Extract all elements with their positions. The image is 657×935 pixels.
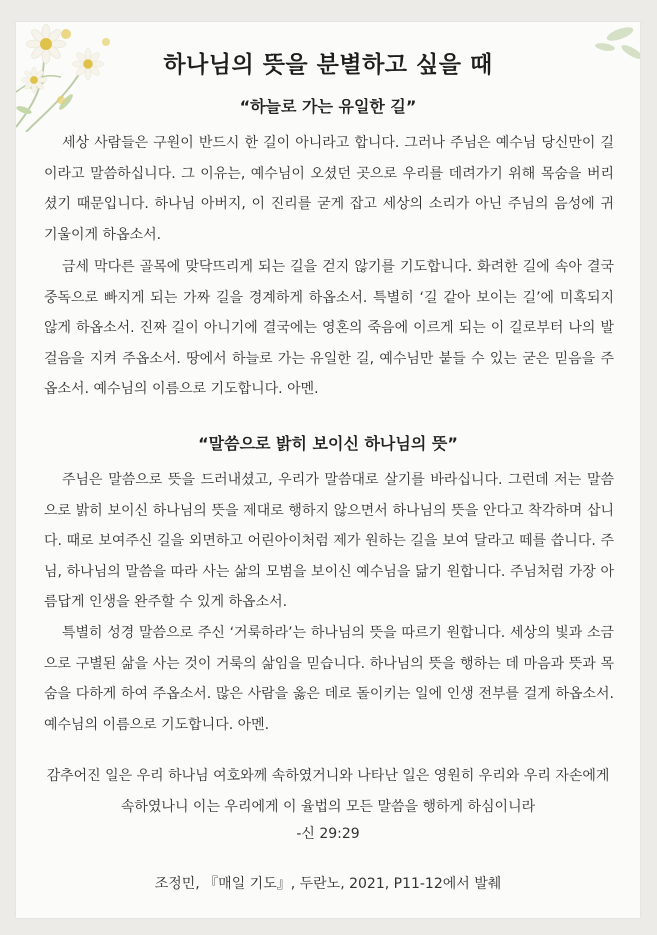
- bible-verse-line-1: 감추어진 일은 우리 하나님 여호와께 속하였거니와 나타난 일은 영원히 우리와 우리 자손에게: [46, 768, 610, 784]
- section-heading-only-way: “하늘로 가는 유일한 길”: [239, 97, 417, 116]
- section-heading-gods-will: “말씀으로 밝히 보이신 하나님의 뜻”: [198, 434, 458, 453]
- bible-verse-line-2: 속하였나니 이는 우리에게 이 율법의 모든 말씀을 행하게 하심이니라: [120, 798, 536, 815]
- page-title: 하나님의 뜻을 분별하고 싶을 때: [163, 52, 493, 78]
- document-page: [16, 22, 640, 918]
- paragraph-gods-will-2: 특별히 성경 말씀으로 주신 ‘거룩하라’는 하나님의 뜻을 따르기 원합니다. 세상의 빛과 소금으로 구별된 삶을 사는 것이 거룩의 삶임을 믿습니다. 하나님의 뜻을 행하는 데 마음과 뜻과 목숨을 다하게 하여 주옵소서. 많은 사람을 옳은 데로 돌이키는 일에 인생 전부를 걸게 하옵소서. 예수님의 이름으로 기도합니다. 아멘.: [44, 625, 614, 733]
- paragraph-gods-will-1: 주님은 말씀으로 뜻을 드러내셨고, 우리가 말씀대로 살기를 바라십니다. 그런데 저는 말씀으로 밝히 보이신 하나님의 뜻을 제대로 행하지 않으면서 하나님의 뜻을 안다고 착각하며 삽니다. 때로 보여주신 길을 외면하고 어린아이처럼 제가 원하는 길을 보여 달라고 떼를 씁니다. 주님, 하나님의 말씀을 따라 사는 삶의 모범을 보이신 예수님을 닮기 원합니다. 주님처럼 가장 아름답게 인생을 완주할 수 있게 하옵소서.: [44, 472, 614, 611]
- source-citation: 조정민, 『매일 기도』, 두란노, 2021, P11-12에서 발췌: [154, 876, 502, 892]
- paragraph-only-way-1: 세상 사람들은 구원이 반드시 한 길이 아니라고 합니다. 그러나 주님은 예수님 당신만이 길이라고 말씀하십니다. 그 이유는, 예수님이 오셨던 곳으로 우리를 데려가기 위해 목숨을 버리셨기 때문입니다. 하나님 아버지, 이 진리를 굳게 잡고 세상의 소리가 아닌 주님의 음성에 귀 기울이게 하옵소서.: [44, 135, 614, 243]
- paragraph-only-way-2: 금세 막다른 골목에 맞닥뜨리게 되는 길을 걷지 않기를 기도합니다. 화려한 길에 속아 결국 중독으로 빠지게 되는 가짜 길을 경계하게 하옵소서. 특별히 ‘길 같아 보이는 길’에 미혹되지 않게 하옵소서. 진짜 길이 아니기에 결국에는 영혼의 죽음에 이르게 되는 이 길로부터 나의 발걸음을 지켜 주옵소서. 땅에서 하늘로 가는 유일한 길, 예수님만 붙들 수 있는 굳은 믿음을 주옵소서. 예수님의 이름으로 기도합니다. 아멘.: [44, 259, 614, 398]
- bible-verse-reference: -신 29:29: [296, 826, 360, 842]
- bible-verse: [36, 761, 620, 822]
